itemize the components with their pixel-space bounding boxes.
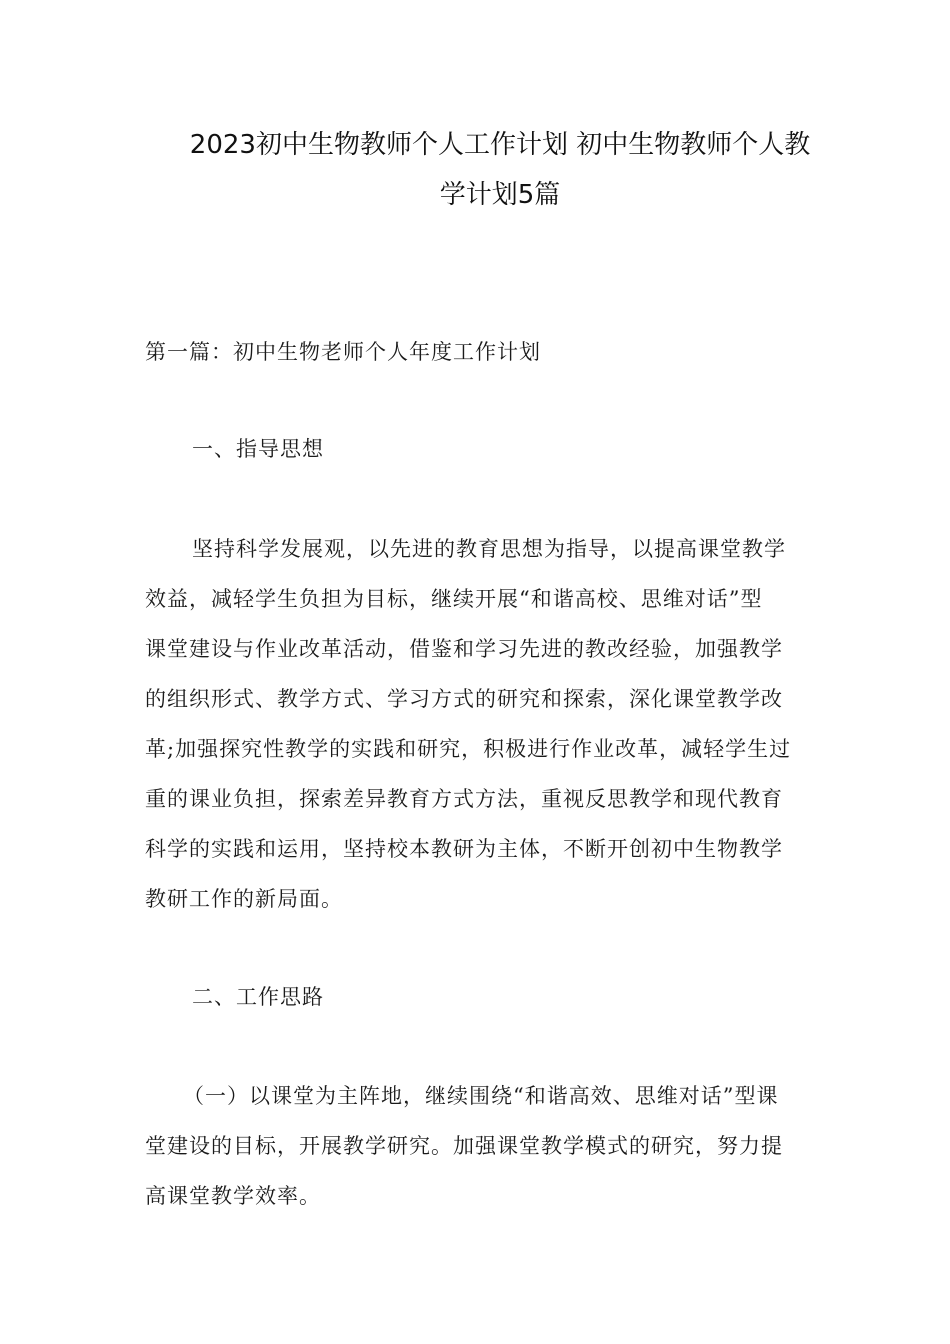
section-heading-guiding-ideology: 一、指导思想 xyxy=(192,437,324,461)
paragraph-line: 高课堂教学效率。 xyxy=(145,1184,321,1208)
paragraph-work-approach xyxy=(145,1071,810,1221)
document-title-line-2: 学计划5篇 xyxy=(439,180,561,210)
paragraph-line: 坚持科学发展观，以先进的教育思想为指导，以提高课堂教学 xyxy=(192,537,786,561)
section-heading-work-approach: 二、工作思路 xyxy=(192,985,324,1009)
paragraph-guiding-ideology xyxy=(145,524,810,924)
part-title: 第一篇：初中生物老师个人年度工作计划 xyxy=(145,340,541,364)
paragraph-line: 重的课业负担，探索差异教育方式方法，重视反思教学和现代教育 xyxy=(145,787,783,811)
paragraph-line: 教研工作的新局面。 xyxy=(145,887,343,911)
paragraph-line: 的组织形式、教学方式、学习方式的研究和探索，深化课堂教学改 xyxy=(145,687,783,711)
document-title-line-1: 2023初中生物教师个人工作计划 初中生物教师个人教 xyxy=(189,130,811,160)
paragraph-line: 课堂建设与作业改革活动，借鉴和学习先进的教改经验，加强教学 xyxy=(145,637,783,661)
paragraph-line: 效益，减轻学生负担为目标，继续开展“和谐高校、思维对话”型 xyxy=(145,587,763,611)
paragraph-line: （一）以课堂为主阵地，继续围绕“和谐高效、思维对话”型课 xyxy=(183,1084,779,1108)
document-title xyxy=(150,120,850,220)
paragraph-line: 革;加强探究性教学的实践和研究，积极进行作业改革，减轻学生过 xyxy=(145,737,792,761)
paragraph-line: 科学的实践和运用，坚持校本教研为主体，不断开创初中生物教学 xyxy=(145,837,783,861)
paragraph-line: 堂建设的目标，开展教学研究。加强课堂教学模式的研究，努力提 xyxy=(145,1134,783,1158)
